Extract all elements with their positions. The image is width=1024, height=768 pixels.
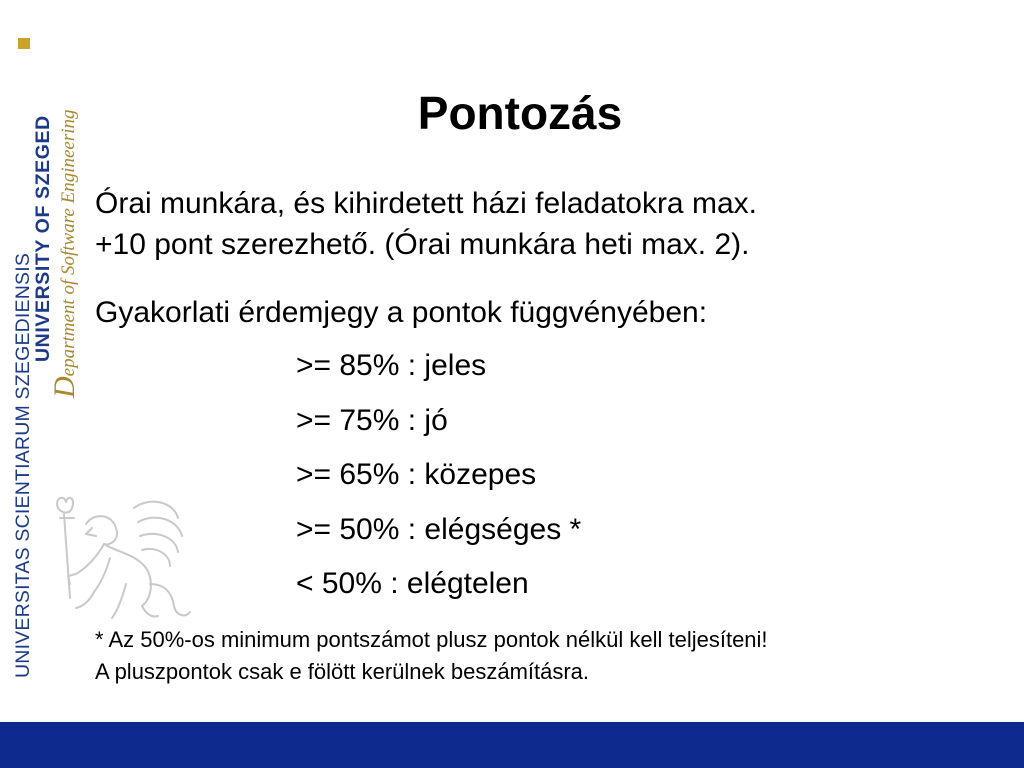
footnote xyxy=(95,624,1015,688)
department-name xyxy=(48,109,82,398)
footnote-line: A pluszpontok csak e fölött kerülnek beszámításra. xyxy=(95,659,590,684)
paragraph-points-info xyxy=(95,183,1015,265)
university-english-name: UNIVERSITY OF SZEGED xyxy=(32,115,54,362)
footer-bar xyxy=(0,722,1024,768)
grade-item: < 50% : elégtelen xyxy=(296,567,529,600)
department-initial: D xyxy=(48,376,81,398)
university-latin-name: UNIVERSITAS SCIENTIARUM SZEGEDIENSIS xyxy=(12,252,34,678)
grade-list xyxy=(296,343,581,616)
slide-title: Pontozás xyxy=(417,87,623,139)
grade-item: >= 85% : jeles xyxy=(296,349,487,382)
paragraph-grading-intro: Gyakorlati érdemjegy a pontok függvényében: xyxy=(95,296,708,329)
grade-item: >= 50% : elégséges * xyxy=(296,512,582,546)
grade-item: >= 65% : közepes xyxy=(296,458,537,491)
paragraph-line: Órai munkára, és kihirdetett házi feladatokra max. xyxy=(95,187,757,220)
grade-item: >= 75% : jó xyxy=(296,403,448,437)
paragraph-line: +10 pont szerezhető. (Órai munkára heti max. 2). xyxy=(95,228,750,261)
gold-square-bullet xyxy=(18,38,30,49)
department-name-rest: epartment of Software Engineering xyxy=(58,109,79,377)
griffin-logo-icon xyxy=(46,488,194,628)
footnote-line: * Az 50%-os minimum pontszámot plusz pontok nélkül kell teljesíteni! xyxy=(95,627,768,652)
